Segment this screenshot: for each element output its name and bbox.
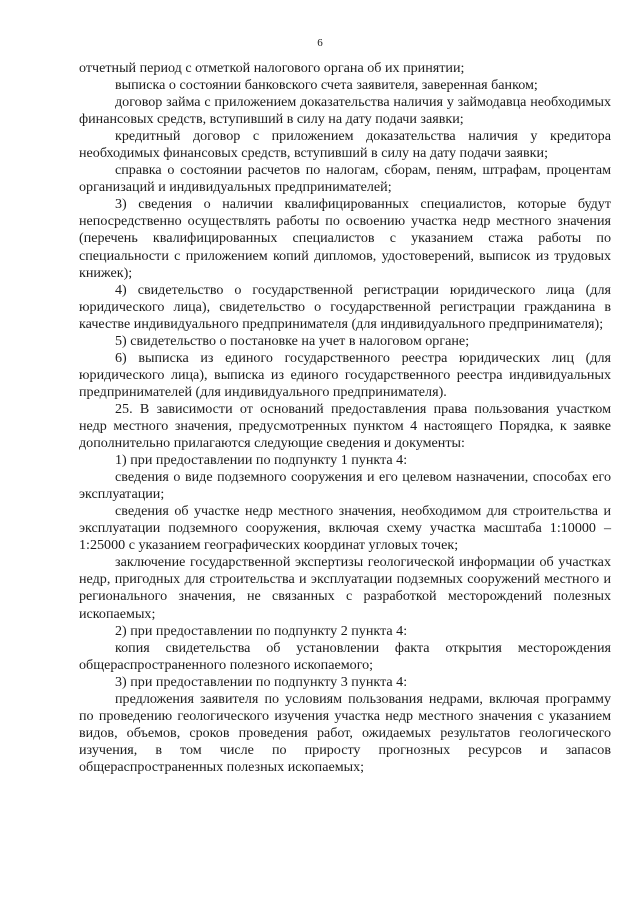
paragraph-12: сведения о виде подземного сооружения и его целевом назначении, способах его эксплуатации; bbox=[79, 469, 611, 503]
paragraph-18: предложения заявителя по условиям пользования недрами, включая программу по проведению геологического изучения участка недр местного значения с указанием видов, объемов, сроков проведения работ, ожидаемых результатов геологического изучения, в том числе по приросту прогнозных ресурсов и запасов общераспространенных полезных ископаемых; bbox=[79, 690, 611, 775]
paragraph-3: договор займа с приложением доказательства наличия у займодавца необходимых финансовых средств, вступивший в силу на дату подачи заявки; bbox=[79, 94, 611, 128]
paragraph-16: копия свидетельства об установлении факта открытия месторождения общераспространенного полезного ископаемого; bbox=[79, 639, 611, 673]
paragraph-6: 3) сведения о наличии квалифицированных специалистов, которые будут непосредственно осуществлять работы по освоению участка недр местного значения (перечень квалифицированных специалистов с указанием стажа работы по специальности с приложением копий дипломов, удостоверений, выписок из трудовых книжек); bbox=[79, 196, 611, 281]
paragraph-17: 3) при предоставлении по подпункту 3 пункта 4: bbox=[115, 673, 408, 690]
paragraph-5: справка о состоянии расчетов по налогам, сборам, пеням, штрафам, процентам организаций и индивидуальных предпринимателей; bbox=[79, 162, 611, 196]
paragraph-13: сведения об участке недр местного значения, необходимом для строительства и эксплуатации подземного сооружения, включая схему участка масштаба 1:10000 – 1:25000 с указанием географических координат угловых точек; bbox=[79, 503, 611, 554]
paragraph-4: кредитный договор с приложением доказательства наличия у кредитора необходимых финансовых средств, вступивший в силу на дату подачи заявки; bbox=[79, 128, 611, 162]
paragraph-9: 6) выписка из единого государственного реестра юридических лиц (для юридического лица), выписка из единого государственного реестра индивидуальных предпринимателей (для индивидуального предпринимателя). bbox=[79, 349, 611, 400]
paragraph-15: 2) при предоставлении по подпункту 2 пункта 4: bbox=[115, 622, 408, 639]
paragraph-10: 25. В зависимости от оснований предоставления права пользования участком недр местного значения, предусмотренных пунктом 4 настоящего Порядка, к заявке дополнительно прилагаются следующие сведения и документы: bbox=[79, 400, 611, 452]
paragraph-1: отчетный период с отметкой налогового органа об их принятии; bbox=[79, 60, 465, 76]
page-number: 6 bbox=[317, 37, 323, 49]
paragraph-11: 1) при предоставлении по подпункту 1 пункта 4: bbox=[115, 452, 408, 469]
document-body bbox=[79, 60, 611, 776]
paragraph-14: заключение государственной экспертизы геологической информации об участках недр, пригодных для строительства и эксплуатации подземных сооружений местного и регионального значения, не связанных с разработкой месторождений полезных ископаемых; bbox=[79, 554, 611, 622]
paragraph-2: выписка о состоянии банковского счета заявителя, заверенная банком; bbox=[115, 77, 538, 94]
paragraph-7: 4) свидетельство о государственной регистрации юридического лица (для юридического лица), свидетельство о государственной регистрации гражданина в качестве индивидуального предпринимателя (для индивидуального предпринимателя); bbox=[79, 281, 611, 332]
paragraph-8: 5) свидетельство о постановке на учет в налоговом органе; bbox=[115, 332, 470, 349]
